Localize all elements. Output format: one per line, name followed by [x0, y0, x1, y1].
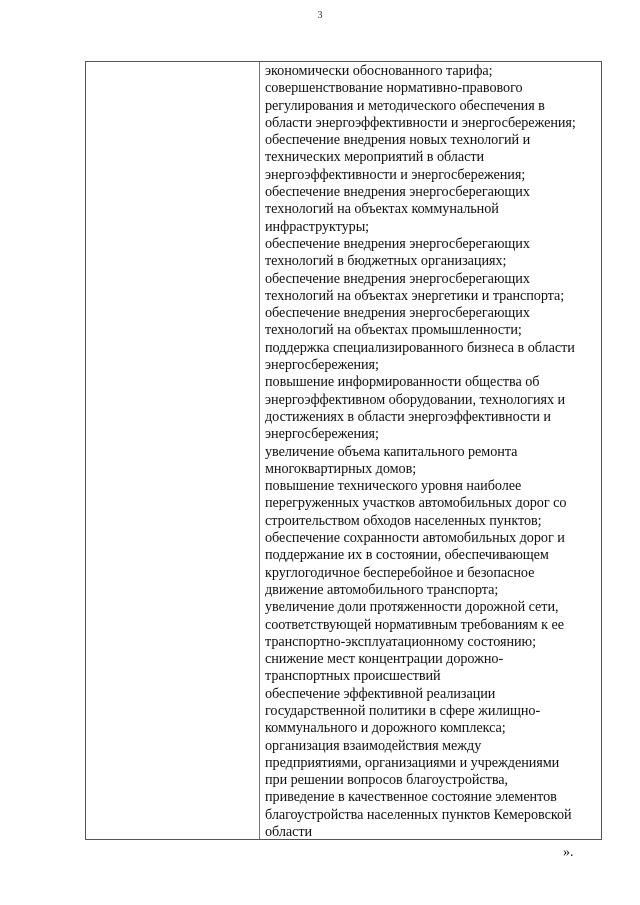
closing-quote-mark: ».: [563, 845, 574, 860]
text-line: области энергоэффективности и энергосбережения;: [265, 114, 576, 131]
text-line: транспортно-эксплуатационному состоянию;: [265, 633, 536, 650]
text-line: предприятиями, организациями и учреждениями: [265, 754, 560, 771]
text-line: транспортных происшествий: [265, 668, 441, 685]
text-line: круглогодичное бесперебойное и безопасное: [265, 564, 535, 581]
text-line: поддержка специализированного бизнеса в области: [265, 339, 575, 356]
page-number: 3: [317, 10, 323, 21]
text-line: энергосбережения;: [265, 426, 379, 443]
text-line: обеспечение сохранности автомобильных дорог и: [265, 530, 565, 547]
text-line: энергоэффективном оборудовании, технологиях и: [265, 391, 566, 408]
text-line: строительством обходов населенных пунктов;: [265, 512, 542, 529]
text-line: многоквартирных домов;: [265, 460, 417, 477]
text-line: соответствующей нормативным требованиям к ее: [265, 616, 565, 633]
table-right-cell: [261, 62, 601, 839]
document-table: [85, 61, 602, 840]
text-line: повышение информированности общества об: [265, 374, 540, 391]
text-line: совершенствование нормативно-правового: [265, 80, 523, 97]
text-line: обеспечение эффективной реализации: [265, 685, 496, 702]
text-line: технологий в бюджетных организациях;: [265, 253, 507, 270]
text-line: увеличение доли протяженности дорожной сети,: [265, 599, 559, 616]
text-line: при решении вопросов благоустройства,: [265, 772, 509, 789]
text-line: коммунального и дорожного комплекса;: [265, 720, 506, 737]
text-line: обеспечение внедрения энергосберегающих: [265, 184, 530, 201]
text-line: перегруженных участков автомобильных дорог со: [265, 495, 567, 512]
text-line: обеспечение внедрения новых технологий и: [265, 132, 531, 149]
text-line: инфраструктуры;: [265, 218, 370, 235]
text-line: энергосбережения;: [265, 357, 379, 374]
text-line: обеспечение внедрения энергосберегающих: [265, 305, 530, 322]
table-left-cell: [86, 62, 260, 839]
text-line: технических мероприятий в области: [265, 149, 485, 166]
text-line: приведение в качественное состояние элементов: [265, 789, 557, 806]
text-line: регулирования и методического обеспечения в: [265, 97, 545, 114]
text-line: увеличение объема капитального ремонта: [265, 443, 518, 460]
text-line: обеспечение внедрения энергосберегающих: [265, 235, 530, 252]
text-line: экономически обоснованного тарифа;: [265, 63, 493, 79]
text-line: достижениях в области энергоэффективности и: [265, 408, 551, 425]
text-line: снижение мест концентрации дорожно-: [265, 651, 504, 668]
text-line: поддержание их в состоянии, обеспечивающем: [265, 547, 549, 564]
text-line: движение автомобильного транспорта;: [265, 581, 499, 598]
text-line: организация взаимодействия между: [265, 737, 482, 754]
text-line: повышение технического уровня наиболее: [265, 478, 522, 495]
text-line: технологий на объектах коммунальной: [265, 201, 499, 218]
text-line: области: [265, 824, 313, 841]
text-line: технологий на объектах энергетики и транспорта;: [265, 287, 565, 304]
text-line: технологий на объектах промышленности;: [265, 322, 522, 339]
text-line: обеспечение внедрения энергосберегающих: [265, 270, 530, 287]
text-line: энергоэффективности и энергосбережения;: [265, 166, 526, 183]
text-line: благоустройства населенных пунктов Кемеровской: [265, 806, 572, 823]
text-line: государственной политики в сфере жилищно-: [265, 702, 541, 719]
